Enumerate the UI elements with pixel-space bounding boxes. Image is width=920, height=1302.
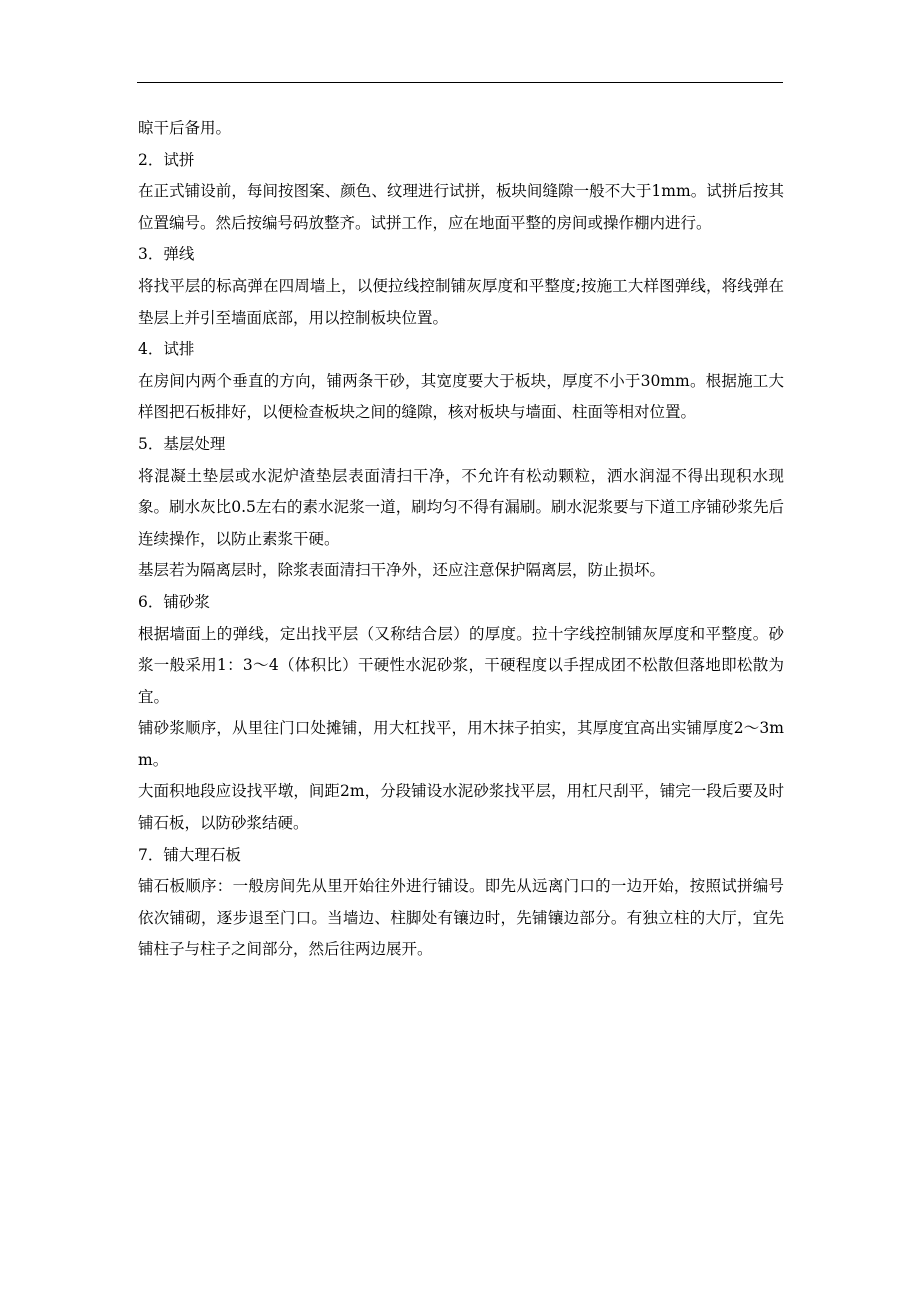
section-heading-trial-layout: 4．试排 (138, 340, 195, 359)
section-heading-lay-marble: 7．铺大理石板 (138, 845, 241, 864)
paragraph-trial-layout: 在房间内两个垂直的方向，铺两条干砂，其宽度要大于板块，厚度不小于30mm。根据施工大样图把石板排好，以便检查板块之间的缝隙，核对板块与墙面、柱面等相对位置。 (138, 371, 784, 422)
paragraph-trial-fit: 在正式铺设前，每间按图案、颜色、纹理进行试拼，板块间缝隙一般不大于1mm。试拼后按其位置编号。然后按编号码放整齐。试拼工作，应在地面平整的房间或操作棚内进行。 (138, 182, 784, 232)
paragraph-dry-before-use: 晾干后备用。 (138, 119, 232, 137)
paragraph-isolation-layer: 基层若为隔离层时，除浆表面清扫干净外，还应注意保护隔离层，防止损坏。 (138, 561, 666, 580)
paragraph-snap-line: 将找平层的标高弹在四周墙上，以便拉线控制铺灰厚度和平整度;按施工大样图弹线，将线弹在垫层上并引至墙面底部，用以控制板块位置。 (138, 276, 784, 327)
section-heading-base-treatment: 5．基层处理 (138, 434, 226, 453)
paragraph-base-treatment: 将混凝土垫层或水泥炉渣垫层表面清扫干净，不允许有松动颗粒，洒水润湿不得出现积水现象。刷水灰比0.5左右的素水泥浆一道，刷均匀不得有漏刷。刷水泥浆要与下道工序铺砂浆先后连续操作，以防止素浆干硬。 (138, 466, 784, 548)
paragraph-marble-sequence: 铺石板顺序：一般房间先从里开始往外进行铺设。即先从远离门口的一边开始，按照试拼编号依次铺砌，逐步退至门口。当墙边、柱脚处有镶边时，先铺镶边部分。有独立柱的大厅，宜先铺柱子与柱子之间部分，然后往两边展开。 (138, 877, 784, 959)
paragraph-leveling-piers: 大面积地段应设找平墩，间距2m，分段铺设水泥砂浆找平层，用杠尺刮平，铺完一段后要及时铺石板，以防砂浆结硬。 (138, 782, 784, 833)
section-heading-snap-line: 3．弹线 (138, 245, 195, 264)
paragraph-mortar-thickness: 根据墙面上的弹线，定出找平层（又称结合层）的厚度。拉十字线控制铺灰厚度和平整度。砂浆一般采用1：3～4（体积比）干硬性水泥砂浆，干硬程度以手捏成团不松散但落地即松散为宜。 (138, 624, 784, 706)
document-body (138, 113, 784, 966)
section-heading-lay-mortar: 6．铺砂浆 (138, 592, 210, 611)
paragraph-mortar-sequence: 铺砂浆顺序，从里往门口处摊铺，用大杠找平，用木抹子拍实，其厚度宜高出实铺厚度2～3mm。 (138, 719, 784, 769)
header-rule (137, 82, 783, 83)
section-heading-trial-fit: 2．试拼 (138, 150, 195, 169)
